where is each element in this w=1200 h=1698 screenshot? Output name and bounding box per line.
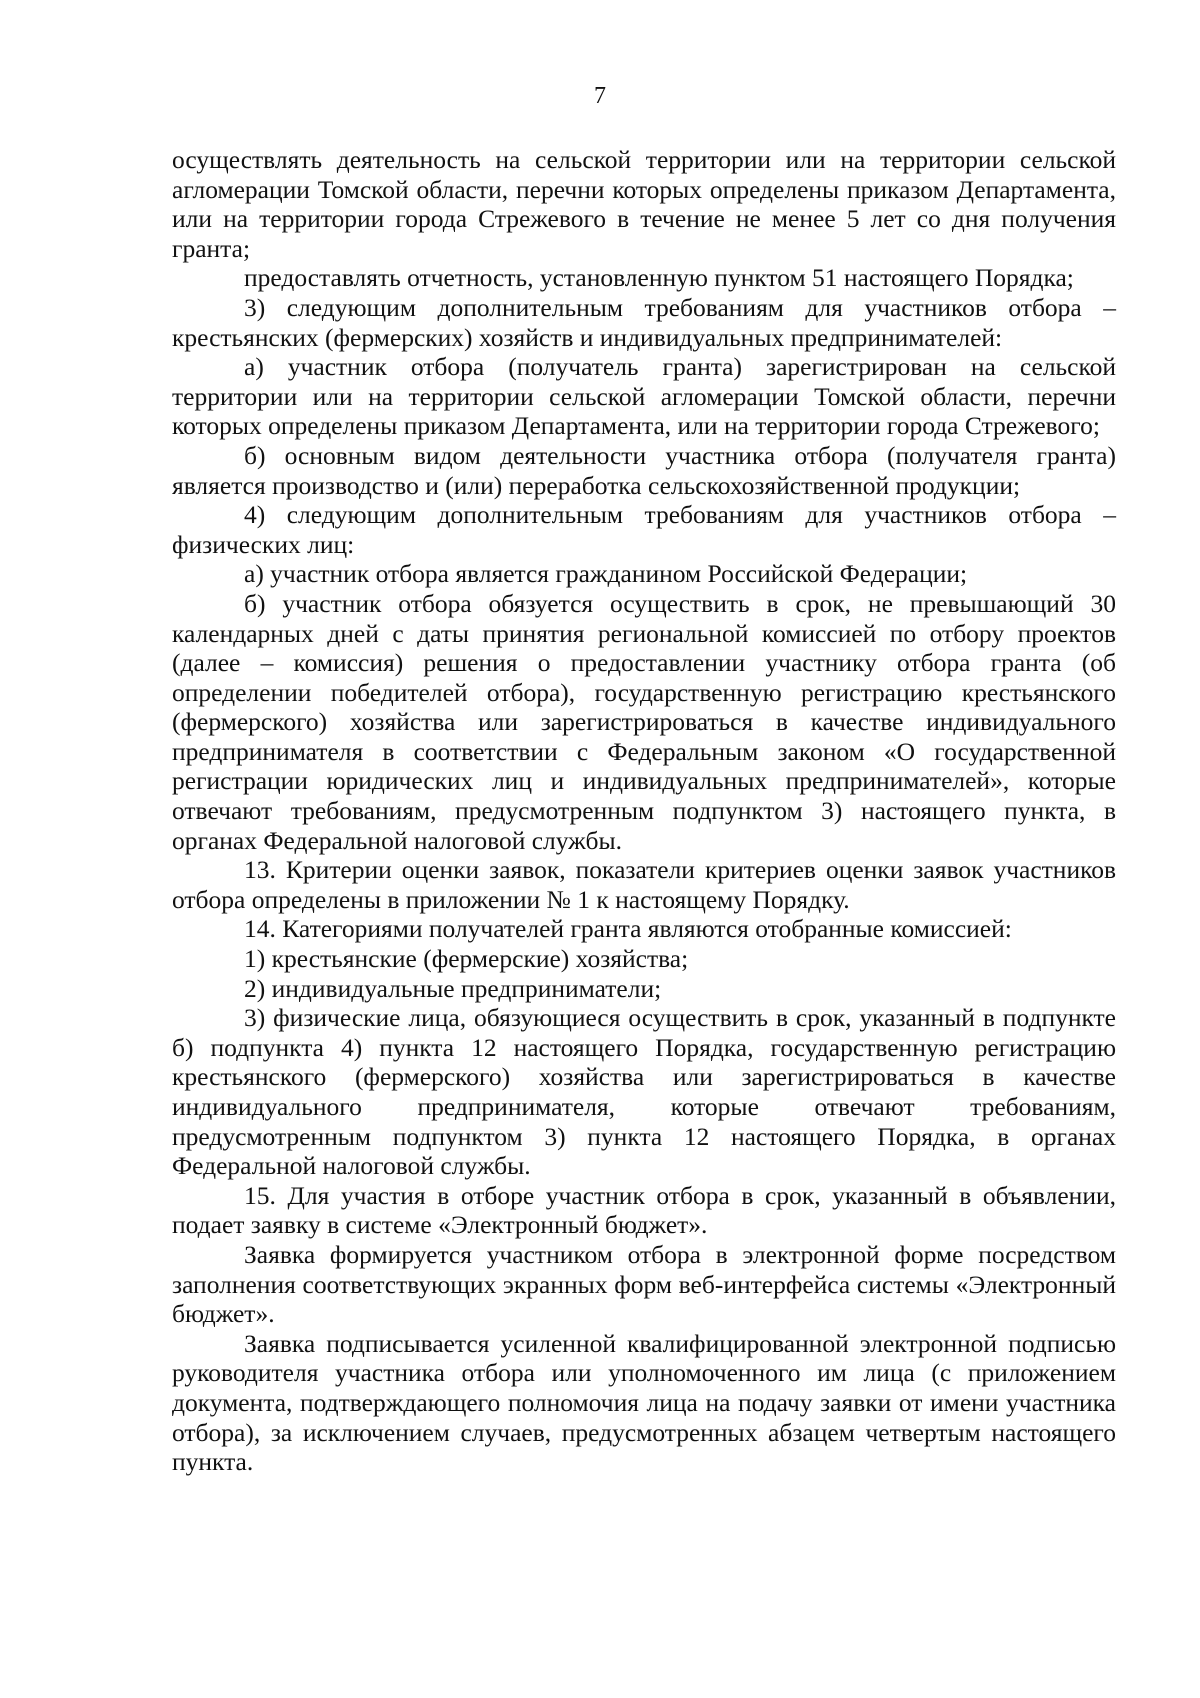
- paragraph-section-14-item-3: 3) физические лица, обязующиеся осуществить в срок, указанный в подпункте б) подпункта 4) пункта 12 настоящего Порядка, государственную регистрацию крестьянского (фермерского) хозяйства или зарегистрироваться в качестве индивидуального предпринимателя, которые отвечают требованиям, предусмотренным подпунктом 3) пункта 12 настоящего Порядка, в органах Федеральной налоговой службы.: [172, 1003, 1116, 1181]
- paragraph-section-13: 13. Критерии оценки заявок, показатели критериев оценки заявок участников отбора определены в приложении № 1 к настоящему Порядку.: [172, 855, 1116, 914]
- paragraph-section-14-item-1: 1) крестьянские (фермерские) хозяйства;: [244, 944, 689, 974]
- paragraph-section-14-item-2: 2) индивидуальные предприниматели;: [244, 973, 662, 1003]
- paragraph-item-3: 3) следующим дополнительным требованиям для участников отбора – крестьянских (фермерских) хозяйств и индивидуальных предпринимателей:: [172, 292, 1116, 352]
- paragraph-application-signature: Заявка подписывается усиленной квалифицированной электронной подписью руководителя участника отбора или уполномоченного им лица (с приложением документа, подтверждающего полномочия лица на подачу заявки от имени участника отбора), за исключением случаев, предусмотренных абзацем четвертым настоящего пункта.: [172, 1328, 1116, 1477]
- paragraph-item-3b: б) основным видом деятельности участника отбора (получателя гранта) является производство и (или) переработка сельскохозяйственной продукции;: [172, 440, 1116, 500]
- paragraph-application-form: Заявка формируется участником отбора в электронной форме посредством заполнения соответствующих экранных форм веб-интерфейса системы «Электронный бюджет».: [172, 1239, 1116, 1329]
- paragraph-reporting: предоставлять отчетность, установленную пунктом 51 настоящего Порядка;: [244, 263, 1074, 293]
- paragraph-continuation: осуществлять деятельность на сельской территории или на территории сельской агломерации Томской области, перечни которых определены приказом Департамента, или на территории города Стрежевого в течение не менее 5 лет со дня получения гранта;: [172, 145, 1116, 263]
- paragraph-section-15: 15. Для участия в отборе участник отбора в срок, указанный в объявлении, подает заявку в системе «Электронный бюджет».: [172, 1180, 1116, 1240]
- paragraph-section-14: 14. Категориями получателей гранта являются отобранные комиссией:: [244, 914, 1012, 944]
- paragraph-item-4: 4) следующим дополнительным требованиям для участников отбора – физических лиц:: [172, 500, 1116, 559]
- paragraph-item-4b: б) участник отбора обязуется осуществить в срок, не превышающий 30 календарных дней с даты принятия региональной комиссией по отбору проектов (далее – комиссия) решения о предоставлении участнику отбора гранта (об определении победителей отбора), государственную регистрацию крестьянского (фермерского) хозяйства или зарегистрироваться в качестве индивидуального предпринимателя в соответствии с Федеральным законом «О государственной регистрации юридических лиц и индивидуальных предпринимателей», которые отвечают требованиям, предусмотренным подпунктом 3) настоящего пункта, в органах Федеральной налоговой службы.: [172, 588, 1116, 855]
- page-number: 7: [594, 83, 606, 109]
- paragraph-item-3a: а) участник отбора (получатель гранта) зарегистрирован на сельской территории или на территории сельской агломерации Томской области, перечни которых определены приказом Департамента, или на территории города Стрежевого;: [172, 352, 1116, 441]
- paragraph-item-4a: а) участник отбора является гражданином Российской Федерации;: [244, 559, 968, 589]
- document-body: [172, 145, 1116, 1477]
